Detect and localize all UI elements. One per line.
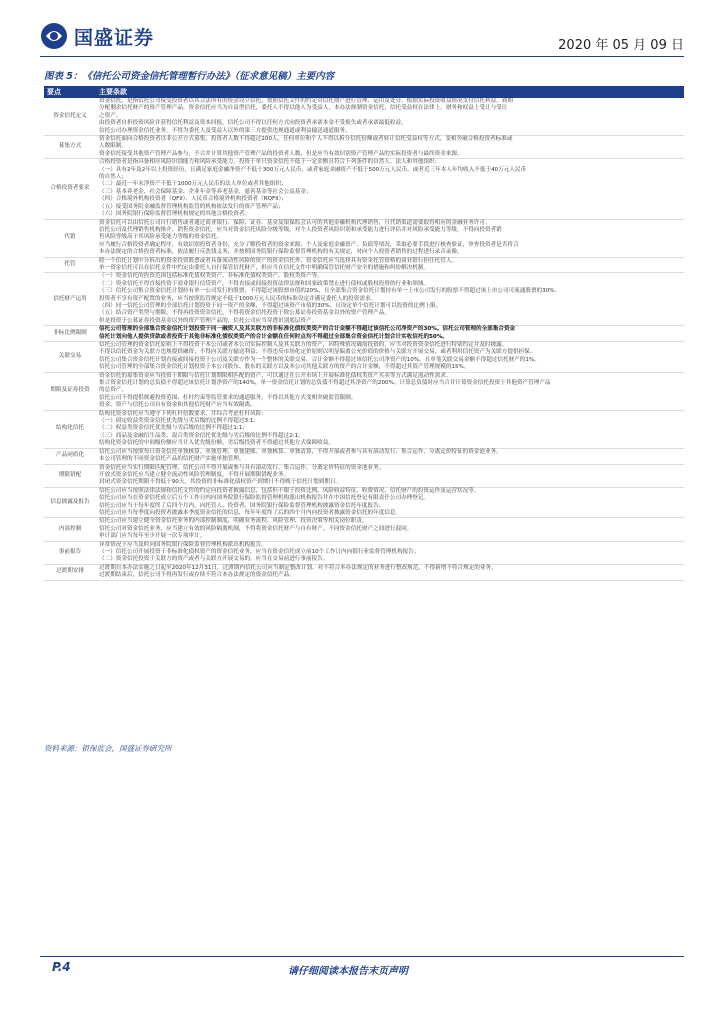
row-value [96, 448, 684, 464]
row-key: 合格投资者要求 [44, 159, 96, 219]
table-header-row [44, 86, 684, 98]
row-value [96, 518, 684, 541]
page-header [0, 0, 724, 60]
row-value [96, 487, 684, 518]
row-line: 信托公司应当建立健全资金信托业务的内部控制制度，明确业务流程、风险管理、投资决策等相关岗位职责。 [99, 518, 368, 525]
row-line: 的自然人； [99, 174, 127, 181]
report-date: 2020 年 05 月 09 日 [558, 38, 684, 53]
row-line: 资金信托应当实行期限匹配管理，信托公司不得开展或参与具有滚动发行、集合运作、分离定价特征的资金池业务。 [99, 464, 385, 471]
row-line: （二）最近一年末净资产不低于1000万元人民币的法人单位或者其他组织； [99, 181, 287, 188]
row-line: 信托公司应当于每年度终了后四个月内，向托管人、投资者、国务院银行保险监督管理机构披露资金信托年度报告。 [99, 502, 385, 509]
row-line: （三）基本养老金、社会保障基金、企业年金等养老基金，慈善基金等社会公益基金； [99, 188, 312, 195]
row-line: 资金信托接受其他资产管理产品参与，不合并计算其他资产管理产品的投资者人数，但是应当有效识别资产管理产品的实际投资者与最终资金来源。 [99, 150, 463, 157]
row-line: 信托计划向他人提供贷款或者投资于其他非标准化债权类资产的合计金额在任何时点均不得超过全部集合资金信托计划合计实收信托的50%。 [99, 333, 449, 340]
row-line: 信托公司应当每季度向投资者披露本季度资金信托的信息，每年年度终了后的四个月内向投资者披露资金信托的年度信息。 [99, 509, 402, 516]
row-line: 投资者不享有资产配置的业务，应当按照监管规定不低于1000万元人民币的标准设定并满足委托人的投资需求。 [99, 295, 377, 302]
row-value [96, 342, 684, 373]
footer-divider [40, 956, 684, 957]
row-line: 结构化资金信托应当遵守下列杠杆倍数要求，并综合考虑杠杆风险： [99, 410, 267, 417]
row-line: （二）资金信托投资于关联方的资产或者与关联方开展交易的，应当在交易前进行事前报告。 [99, 556, 329, 563]
row-line: （一）信托公司开展投资于非标准化债权资产的资金信托业务，应当在资金信托成立前10个工作日内向银行业监督管理机构报告； [99, 548, 420, 555]
row-line: 信托公司不得提供规避投资范围、杠杆约束等监管要求的通道服务，不得以其他方式变相突破监管限制。 [99, 394, 357, 401]
row-line: 过渡期结束后，信托公司不得再发行或存续不符合本办法规定的资金信托产品。 [99, 572, 295, 579]
source-note: 资料来源：银保监会，国盛证券研究所 [44, 744, 172, 753]
row-line: 不得以信托资金为关联方违规提供融资；不得向关联方输送利益；不得违反市场化定价原则以明显偏离公允价值的价格与关联方开展交易，或者利用信托资产为关联方提供担保。 [99, 349, 536, 356]
row-value [96, 541, 684, 564]
row-key: 期限及证券投资 [44, 372, 96, 410]
row-line: 本公司管理的不同资金信托产品的信托财产实施单独管理。 [99, 456, 245, 463]
row-value [96, 326, 684, 342]
row-line: （一）具有2年及2年以上投资经历，且满足家庭金融净资产不低于300万元人民币，或者家庭金融资产不低于500万元人民币，或者近三年本人年均收入不低于40万元人民币 [99, 166, 527, 173]
row-key: 信息披露及报告 [44, 487, 96, 518]
row-line: 由投资者自担投资风险并获得信托利益及资本回报。信托公司不得以任何方式向投资者承诺本金不受损失或者承诺最低收益。 [99, 120, 407, 127]
row-value [96, 257, 684, 273]
row-line: （三）信托公司集合资金信托计划持有单一公司发行的股票，不得超过该股票市值的20%，且全部集合资金信托计划持有单一上市公司发行的股票不得超过该上市公司可流通股票的30%。 [99, 288, 561, 295]
row-key: 募集方式 [44, 136, 96, 159]
table-row [44, 564, 684, 580]
row-value [96, 219, 684, 257]
table-row [44, 410, 684, 448]
table-row [44, 159, 684, 219]
row-line: 资金信托的募集资金应当投资于期限与信托计划期限相匹配的资产，可以通过在公开市场上开展标准化债权类资产买卖等方式满足流动性需求。 [99, 372, 452, 379]
row-line: 集合资金信托计划的总负债不得超过该信托计划净资产的140%，单一资金信托计划的总负债不得超过其净资产的200%。计算总负债时应当合并计算资金信托投资于其他资产管理产品 [99, 380, 551, 387]
content-table [44, 86, 684, 581]
row-line: 信托公司对资金信托业务，应当建立有效的风险隔离机制，不得将资金信托财产与自有财产、不同资金信托财产之间进行混同。 [99, 525, 413, 532]
row-key: 事前报告 [44, 541, 96, 564]
row-line: 资金信托，是指信托公司接受投资者以其合法所有的资金设立信托，按照信托文件的约定对信托财产进行管理、运用及处分，根据实际投资收益情况支付信托利益，到期 [99, 98, 513, 104]
row-line: （五）接受国务院金融监督管理机构监管的机构依法发行的资产管理产品； [99, 203, 284, 210]
row-line: 本办法规定的合格投资者标准，依法履行反洗钱义务，并按照国务院银行保险监督管理机构的有关规定，对向个人投资者销售的过程进行录音录像。 [99, 249, 463, 256]
row-line: 单一资金信托可以在信托文件中约定由委托人自行保管信托财产，但应当在信托文件中明确保管信托财产安全的措施和纠纷解决机制。 [99, 264, 430, 271]
row-line: 但是投资于公募证券投资基金以外的资产管理产品的，信托公司应当穿透识别底层资产。 [99, 317, 318, 324]
row-line: 信托公司管理的全部集合资金信托计划投资于本公司股东、股东的关联方以及本公司其他关联方的资产的合计金额，不得超过其资产管理规模的15%。 [99, 364, 470, 371]
table-row [44, 541, 684, 564]
row-line: 异常情况下应当及时向国务院银行保险监督管理机构派出机构报告。 [99, 541, 267, 548]
row-line: 信托公司集合资金信托计划直接或间接投资于公司及关联方作为一个整体的关联交易，合计金额不得超过该信托公司净资产的10%，且单笔关联交易金额不得超过信托财产的1%。 [99, 356, 540, 363]
row-line: 信托公司应当按照每只资金信托单独核算、单独管理、单独建账、单独核算、单独清算，不得开展或者参与具有滚动发行、集合运作、分离定价特征的资金池业务。 [99, 448, 502, 455]
logo-icon [40, 22, 68, 50]
row-line: 结构化资金信托的中间级份额应当计入优先级份额，劣后级投资者不得通过其他方式保障收益。 [99, 440, 334, 447]
row-line: （三）商品及金融衍生品类、混合类资金信托优先级与劣后级的比例不得超过2:1。 [99, 432, 304, 439]
table-row [44, 257, 684, 273]
row-value [96, 410, 684, 448]
table-row [44, 273, 684, 326]
row-line: 信托公司办理资金信托业务，不得为委托人及受益人以外的第三方提供违规通道或利益输送通道服务。 [99, 127, 351, 134]
row-key: 信托财产运用 [44, 273, 96, 326]
row-value [96, 159, 684, 219]
row-value [96, 464, 684, 487]
row-key: 托管 [44, 257, 96, 273]
row-line: （四）合格境外机构投资者（QFII）、人民币合格境外机构投资者（RQFII）； [99, 196, 287, 203]
footer-disclaimer: 请仔细阅读本报告末页声明 [288, 966, 408, 977]
row-key: 内部控制 [44, 518, 96, 541]
row-line: 人数限制。 [99, 143, 127, 150]
row-line: 信托公司及代理销售机构推介、销售资金信托，应当对资金信托风险分级等级，对个人投资者风险识别和承受能力进行评估并对风险承受能力等级，不得向投资者销 [99, 226, 502, 233]
row-line: 合格投资者是指具备相应风险识别能力和风险承受能力，投资于单只资金信托不低于一定金额且符合下列条件的自然人、法人和其他组织： [99, 159, 441, 166]
table-row [44, 136, 684, 159]
row-line: （四）同一信托公司管理的全部信托计划投资于同一资产的金额，不得超过该资产市值的30%，且设定单个信托计划可以投资的比例上限。 [99, 302, 442, 309]
row-line: 审计部门应当每年至少开展一次专项审计。 [99, 533, 206, 540]
table-row [44, 518, 684, 541]
row-key: 产品同质化 [44, 448, 96, 464]
brand-logo [40, 22, 154, 50]
header-key: 要点 [44, 86, 96, 98]
row-line: （一）固定收益类资金信托优先级与劣后级的比例不得超过3:1； [99, 418, 260, 425]
row-line: 过渡期自本办法实施之日起至2020年12月31日，过渡期内信托公司应当制定整改计划，对不符合本办法规定的业务进行整改规范，不得新增不符合规定的业务。 [99, 564, 497, 571]
row-line: 信托公司应当在资金信托成立后五个工作日内向国务院银行保险监督管理机构派出机构报告并在中国信托登记有限责任公司办理登记。 [99, 495, 430, 502]
table-row [44, 342, 684, 373]
row-value [96, 372, 684, 410]
row-line: 除一个信托计划中分拆出的资金投资股票或者具备流动性风险的资产的资金信托外，资金信托应当选择具有资金托管资格的商业银行担任托管人。 [99, 257, 458, 264]
row-value [96, 273, 684, 326]
row-line: （二）资金信托不得直接投资于商业银行信贷资产，不得直接或间接投资法律法规和国家政策禁止进行债权或股权投资的行业和领域。 [99, 280, 430, 287]
row-line: 封闭式资金信托期限不得低于90天，其投资的非标准化债权资产到期日不得晚于信托计划到期日。 [99, 479, 342, 486]
figure-caption: 图表 5：《信托公司资金信托管理暂行办法》（征求意见稿）主要内容 [44, 71, 335, 82]
table-row [44, 487, 684, 518]
row-key: 资金信托定义 [44, 98, 96, 136]
row-line: （六）国务院银行保险监督管理机构规定的其他合格投资者。 [99, 211, 251, 218]
row-key: 期限错配 [44, 464, 96, 487]
row-key: 结构化信托 [44, 410, 96, 448]
header-divider [40, 56, 684, 57]
row-line: 应当履行合格投资者确定程序，有效识别投资者身份，充分了解投资者的资金来源、个人及家庭金融资产、负债等情况，采取必要手段进行核查验证，审查投资者是否符合 [99, 241, 519, 248]
row-line: （五）结合资产类型与期限，不得再投资资金信托，不得将资金信托投资于除公募证券投资基金以外的资产管理产品。 [99, 310, 390, 317]
table-row [44, 448, 684, 464]
table-row [44, 464, 684, 487]
page-number: P.4 [52, 960, 71, 974]
row-key: 关联交易 [44, 342, 96, 373]
row-line: 资金、资产与信托公司自有资金和其他信托财产应当有效隔离。 [99, 402, 256, 409]
row-line: 资金信托面向合格投资者以非公开方式募集，投资者人数不得超过200人。任何单位和个人不得以拆分信托份额或者转让信托受益权等方式，变相突破合格投资者标准或 [99, 136, 513, 143]
row-value [96, 136, 684, 159]
header-value: 主要条款 [96, 86, 684, 98]
row-line: （二）权益类资金信托优先级与劣后级的比例不得超过1:1； [99, 425, 248, 432]
row-line: 的总资产。 [99, 387, 127, 394]
row-value [96, 98, 684, 136]
row-key: 非标比例限制 [44, 326, 96, 342]
table-row [44, 372, 684, 410]
table-row [44, 326, 684, 342]
row-line: 信托公司应当按照法律法规和信托文件的约定向投资者披露信息，包括但不限于投资比例、风险收益特征、收费情况、信托财产的投资运作及运营状况等。 [99, 487, 480, 494]
brand-name: 国盛证券 [74, 26, 155, 49]
row-line: 资金信托可以由信托公司自行销售或者通过商业银行、保险、证券、基金及银保监会认可的其他金融机构代理销售，且代销渠道需要取得相应的金融业务许可。 [99, 219, 491, 226]
row-line: （一）资金信托的投资范围包括标准化债权类资产、非标准化债权类资产、股权类资产等。 [99, 273, 323, 280]
table-row [44, 98, 684, 136]
row-line: 之资产。 [99, 112, 122, 119]
row-key: 过渡期安排 [44, 564, 96, 580]
row-value [96, 564, 684, 580]
row-line: 信托公司管理的全部集合资金信托计划投资于同一融资人及其关联方的非标准化债权类资产的合计金额不得超过该信托公司净资产的30%。信托公司管理的全部集合资金 [99, 326, 516, 333]
table-row [44, 219, 684, 257]
row-line: 信托公司管理的资金信托原则上不得投资于本公司或者本公司实际控制人及其关联方的资产，因特殊情况确需投资的，应当对投资资金信托进行特别约定并及时披露。 [99, 342, 508, 348]
row-line: 开放式资金信托应当建立健全流动性风险管理制度，不得开展期限错配业务。 [99, 471, 290, 478]
row-key: 代销 [44, 219, 96, 257]
row-line: 分配剩余信托财产的资产管理产品。资金信托应当为自益型信托，委托人不得以他人为受益人，本办法规制资金信托，信托受益权在法律上、财务和权益上受让与受让 [99, 105, 508, 112]
table-body [44, 98, 684, 580]
row-line: 售风险等级高于其风险承受能力等级的资金信托。 [99, 234, 223, 241]
